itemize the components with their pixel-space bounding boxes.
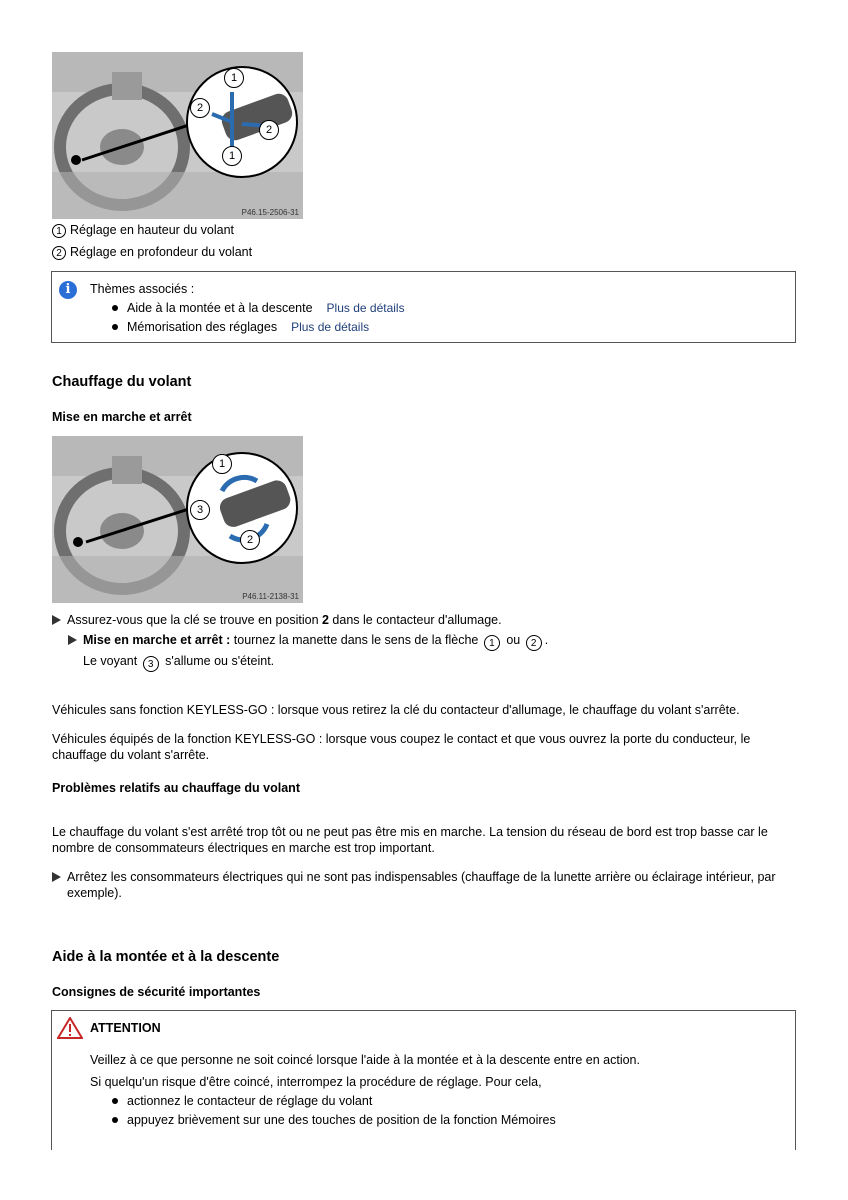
subheading-problems: Problèmes relatifs au chauffage du volant: [52, 781, 300, 795]
warning-box: [51, 1010, 796, 1150]
inline-num-2: 2: [526, 635, 542, 651]
subheading-on-off: Mise en marche et arrêt: [52, 410, 192, 424]
steering-heating-figure: [52, 436, 303, 603]
legend-item-1: [52, 223, 234, 238]
more-details-link-2[interactable]: Plus de détails: [291, 320, 370, 334]
step-2-text: tournez la manette dans le sens de la flèche: [230, 633, 482, 647]
info-icon: i: [59, 281, 77, 299]
step-2-bold: Mise en marche et arrêt :: [83, 633, 231, 647]
callout-1-bottom: 1: [222, 146, 242, 166]
bullet: [112, 305, 118, 311]
warning-para-1: Veillez à ce que personne ne soit coincé lorsque l'aide à la montée et à la descente entre en action.: [90, 1053, 640, 1067]
step-3-text-end: s'allume ou s'éteint.: [161, 654, 275, 668]
legend-text-2: Réglage en profondeur du volant: [70, 245, 253, 259]
step-arrow-icon: [52, 615, 61, 625]
problems-step: [52, 869, 797, 901]
step-1-bold: 2: [322, 613, 329, 627]
warning-para-2: Si quelqu'un risque d'être coincé, interrompez la procédure de réglage. Pour cela,: [90, 1075, 542, 1089]
related-topics-title: Thèmes associés :: [90, 282, 195, 296]
section-heading-steering-heating: Chauffage du volant: [52, 374, 192, 390]
related-topic-1-text: Aide à la montée et à la descente: [127, 301, 313, 315]
legend-item-2: [52, 245, 252, 260]
callout-1-top: 1: [224, 68, 244, 88]
paragraph-no-keyless: Véhicules sans fonction KEYLESS-GO : lorsque vous retirez la clé du contacteur d'allumage, le chauffage du volant s'arrête.: [52, 703, 740, 717]
problems-step-text: Arrêtez les consommateurs électriques qui ne sont pas indispensables (chauffage de la lunette arrière ou éclairage intérieur, par exemple).: [67, 870, 776, 900]
step-arrow-icon: [52, 872, 61, 882]
inline-num-1: 1: [484, 635, 500, 651]
step-arrow-icon: [68, 635, 77, 645]
steering-adjust-figure: [52, 52, 303, 219]
legend-text-1: Réglage en hauteur du volant: [70, 223, 235, 237]
related-topic-1: [112, 301, 405, 315]
warning-item-2: [112, 1113, 556, 1127]
related-topic-2: [112, 320, 369, 334]
figure-code: P46.15-2506-31: [241, 208, 299, 217]
legend-num-2: 2: [52, 246, 66, 260]
related-topics-box: [51, 271, 796, 343]
step-2-end: .: [544, 633, 549, 647]
callout-2: 2: [240, 530, 260, 550]
paragraph-problems: Le chauffage du volant s'est arrêté trop tôt ou ne peut pas être mis en marche. La tension du réseau de bord est trop basse car le nombre de consommateurs électriques en marche est trop important.: [52, 825, 768, 855]
step-2: [68, 633, 548, 651]
bullet: [112, 1117, 118, 1123]
bullet: [112, 1098, 118, 1104]
step-1-text-end: dans le contacteur d'allumage.: [328, 613, 502, 627]
warning-item-1: [112, 1094, 372, 1108]
step-3: [83, 654, 274, 672]
related-topic-2-text: Mémorisation des réglages: [127, 320, 278, 334]
warning-item-2-text: appuyez brièvement sur une des touches de position de la fonction Mémoires: [127, 1113, 556, 1127]
step-1: [52, 613, 502, 627]
bullet: [112, 324, 118, 330]
subheading-safety: Consignes de sécurité importantes: [52, 985, 261, 999]
warning-item-1-text: actionnez le contacteur de réglage du volant: [127, 1094, 373, 1108]
warning-title: ATTENTION: [90, 1021, 161, 1035]
warning-triangle-icon: [57, 1017, 83, 1042]
callout-2-right: 2: [259, 120, 279, 140]
more-details-link-1[interactable]: Plus de détails: [326, 301, 405, 315]
paragraph-keyless: Véhicules équipés de la fonction KEYLESS-GO : lorsque vous coupez le contact et que vous ouvrez la porte du conducteur, le chauffage du volant s'arrête.: [52, 732, 751, 762]
section-heading-entry-aid: Aide à la montée et à la descente: [52, 949, 280, 965]
callout-1: 1: [212, 454, 232, 474]
step-1-text: Assurez-vous que la clé se trouve en position: [67, 613, 322, 627]
legend-num-1: 1: [52, 224, 66, 238]
callout-3: 3: [190, 500, 210, 520]
inline-num-3: 3: [143, 656, 159, 672]
figure-code: P46.11-2138-31: [242, 592, 299, 601]
callout-2-left: 2: [190, 98, 210, 118]
step-2-or: ou: [502, 633, 524, 647]
step-3-text: Le voyant: [83, 654, 141, 668]
